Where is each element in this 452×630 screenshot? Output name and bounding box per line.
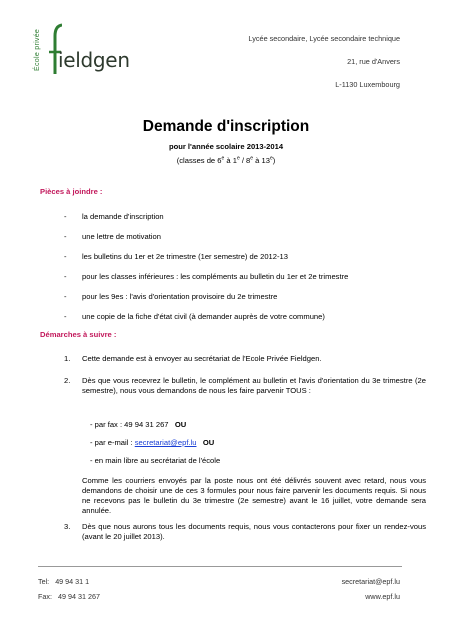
classes-range: (classes de 6e à 1e / 8e à 13e) (176, 155, 276, 165)
section-title-demarches: Démarches à suivre : (40, 330, 117, 339)
footer-fax: Fax: 49 94 31 267 (38, 592, 100, 601)
school-city: L-1130 Luxembourg (335, 80, 400, 89)
school-address (248, 34, 400, 103)
footer-email[interactable]: secretariat@epf.lu (341, 577, 400, 586)
page-subtitle: pour l'année scolaire 2013-2014 (168, 142, 284, 151)
footer-website[interactable]: www.epf.lu (365, 592, 400, 601)
option-fax: - par fax : 49 94 31 267 OU (90, 420, 187, 429)
footer-tel: Tel: 49 94 31 1 (38, 577, 90, 586)
school-street: 21, rue d'Anvers (347, 57, 400, 66)
footer-divider (38, 566, 402, 567)
page-title: Demande d'inscription (142, 118, 310, 135)
school-logo (34, 18, 164, 80)
option-hand: - en main libre au secrétariat de l'école (90, 456, 221, 465)
logo-name: ieldgen (58, 48, 130, 72)
option-email: - par e-mail : secretariat@epf.lu OU (90, 438, 215, 447)
logo-vertical-text: École privée (34, 28, 41, 72)
section-title-pieces: Pièces à joindre : (40, 187, 103, 196)
school-type: Lycée secondaire, Lycée secondaire technique (248, 34, 400, 43)
email-link[interactable]: secretariat@epf.lu (134, 438, 197, 447)
document-page: École privée ieldgen Lycée secondaire, Lycée secondaire technique 21, rue d'Anvers L-1130 Luxembourg Demande d'inscription pour l'année scolaire 2013-2014 (classes de 6e à 1e / 8e à 13e) Pièces à joindre : - la demande d'inscription - une lettre de motivation - les bulletins du 1er et 2e trimestre (1er semestre) de 2012-13 - pour les classes inférieures : les compléments au bulletin du 1er et 2e trimestre - pour les 9es : l'avis d'orientation provisoire du 2e trimestre - une copie de la fiche d'état civil (à demander auprès de votre commune) Démarches à suivre : 1. Cette demande est à envoyer au secrétariat de l'Ecole Privée Fieldgen. 2. Dès que vous recevrez le bulletin, le complément au bulletin et l'avis d'orientation du 3e trimestre (2e semestre), nous vous demandons de nous les faire parvenir TOUS : - par fax : 49 94 31 267 OU - par e-mail : secretariat@epf.lu OU - en main libre au secrétariat de l'école Comme les courriers envoyés par la poste nous ont été délivrés souvent avec retard, nous vous demandons de choisir une de ces 3 formules pour nous faire parvenir les documents requis. Si nous ne recevons pas le bulletin du 3e trimestre (2e semestre) avant le 16 juillet, votre demande sera annulée. 3. Dès que nous aurons tous les documents requis, nous vous contacterons pour fixer un rendez-vous (avant le 20 juillet 2013). Tel: 49 94 31 1 Fax: 49 94 31 267 secretariat@epf.lu www.epf.lu (0, 0, 452, 630)
